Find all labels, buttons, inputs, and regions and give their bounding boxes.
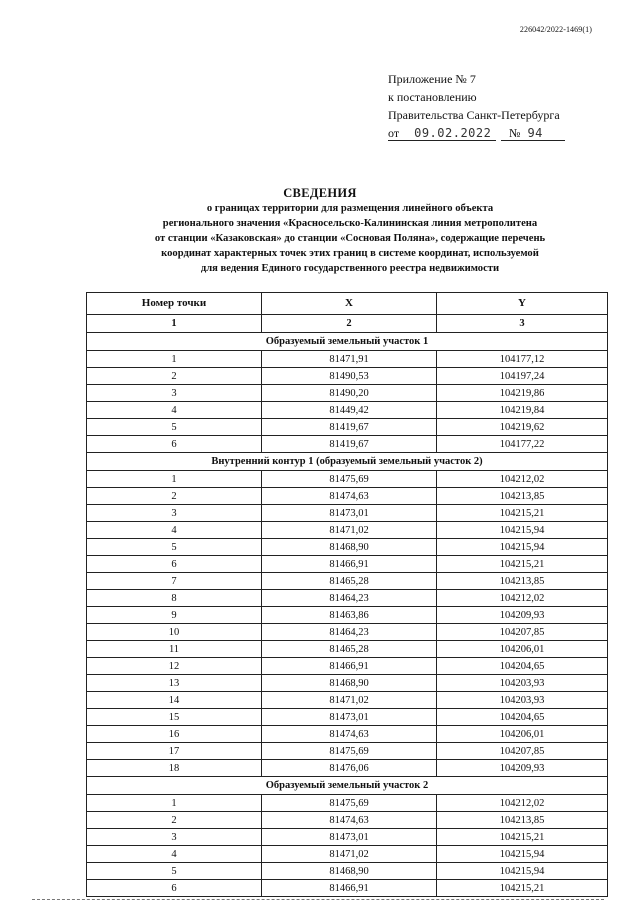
appendix-number: 94	[527, 126, 543, 140]
header-point-number: Номер точки	[87, 293, 262, 315]
table-row	[87, 590, 608, 607]
table-row	[87, 641, 608, 658]
cell-y: 104213,85	[437, 812, 608, 829]
cell-y: 104204,65	[437, 658, 608, 675]
cell-point-number: 3	[87, 505, 262, 522]
cell-x: 81449,42	[262, 402, 437, 419]
appendix-line-3: Правительства Санкт-Петербурга	[388, 108, 560, 122]
table-row	[87, 795, 608, 812]
cell-x: 81474,63	[262, 812, 437, 829]
cell-x: 81465,28	[262, 573, 437, 590]
cell-point-number: 3	[87, 829, 262, 846]
cell-point-number: 2	[87, 812, 262, 829]
cell-y: 104177,22	[437, 436, 608, 453]
cell-y: 104203,93	[437, 692, 608, 709]
section-title: Образуемый земельный участок 2	[87, 777, 608, 795]
cell-point-number: 13	[87, 675, 262, 692]
table-header-row	[87, 293, 608, 315]
cell-y: 104203,93	[437, 675, 608, 692]
table-row	[87, 436, 608, 453]
cell-y: 104212,02	[437, 795, 608, 812]
table-row	[87, 812, 608, 829]
cell-y: 104219,62	[437, 419, 608, 436]
cell-x: 81468,90	[262, 675, 437, 692]
cell-point-number: 4	[87, 402, 262, 419]
cell-x: 81490,20	[262, 385, 437, 402]
cell-point-number: 2	[87, 368, 262, 385]
table-row	[87, 556, 608, 573]
cell-x: 81474,63	[262, 488, 437, 505]
cell-y: 104215,94	[437, 846, 608, 863]
cell-y: 104177,12	[437, 351, 608, 368]
cell-point-number: 7	[87, 573, 262, 590]
cell-y: 104207,85	[437, 624, 608, 641]
cell-point-number: 5	[87, 539, 262, 556]
cell-y: 104197,24	[437, 368, 608, 385]
appendix-date: 09.02.2022	[414, 126, 492, 140]
cell-x: 81464,23	[262, 590, 437, 607]
cell-point-number: 2	[87, 488, 262, 505]
cell-point-number: 18	[87, 760, 262, 777]
cell-x: 81475,69	[262, 471, 437, 488]
table-row	[87, 880, 608, 897]
header-y: Y	[437, 293, 608, 315]
document-number: 226042/2022-1469(1)	[519, 25, 592, 34]
subtitle-line: регионального значения «Красносельско-Калининская линия метрополитена	[162, 218, 538, 229]
table-row	[87, 385, 608, 402]
cell-y: 104206,01	[437, 641, 608, 658]
table-row	[87, 607, 608, 624]
column-number: 3	[437, 315, 608, 333]
section-title: Образуемый земельный участок 1	[87, 333, 608, 351]
section-header-row	[87, 777, 608, 795]
table-row	[87, 658, 608, 675]
cell-x: 81468,90	[262, 863, 437, 880]
cell-point-number: 6	[87, 880, 262, 897]
cell-y: 104209,93	[437, 760, 608, 777]
cell-x: 81476,06	[262, 760, 437, 777]
cell-x: 81419,67	[262, 436, 437, 453]
cell-y: 104215,21	[437, 556, 608, 573]
table-row	[87, 402, 608, 419]
table-body	[87, 315, 608, 897]
table-row	[87, 692, 608, 709]
cell-x: 81475,69	[262, 795, 437, 812]
cell-x: 81475,69	[262, 743, 437, 760]
table-row	[87, 488, 608, 505]
table-row	[87, 573, 608, 590]
cell-point-number: 3	[87, 385, 262, 402]
cell-point-number: 14	[87, 692, 262, 709]
cell-y: 104212,02	[437, 471, 608, 488]
coordinates-table	[86, 292, 608, 897]
cell-x: 81466,91	[262, 658, 437, 675]
cell-x: 81473,01	[262, 829, 437, 846]
column-number: 1	[87, 315, 262, 333]
table-row	[87, 351, 608, 368]
cell-point-number: 5	[87, 419, 262, 436]
cell-point-number: 1	[87, 471, 262, 488]
cell-x: 81463,86	[262, 607, 437, 624]
cell-point-number: 17	[87, 743, 262, 760]
cell-y: 104219,86	[437, 385, 608, 402]
cell-x: 81471,02	[262, 522, 437, 539]
table-row	[87, 539, 608, 556]
table-row	[87, 419, 608, 436]
cell-point-number: 6	[87, 436, 262, 453]
section-title: Внутренний контур 1 (образуемый земельный участок 2)	[87, 453, 608, 471]
table-row	[87, 522, 608, 539]
cell-y: 104215,21	[437, 505, 608, 522]
number-prefix: №	[509, 126, 521, 140]
table-row	[87, 675, 608, 692]
cell-x: 81490,53	[262, 368, 437, 385]
cell-point-number: 10	[87, 624, 262, 641]
table-row	[87, 829, 608, 846]
cell-x: 81466,91	[262, 556, 437, 573]
cell-point-number: 12	[87, 658, 262, 675]
document-subtitle	[60, 201, 640, 276]
table-row	[87, 505, 608, 522]
column-number: 2	[262, 315, 437, 333]
appendix-line-2: к постановлению	[388, 90, 477, 104]
cell-y: 104215,94	[437, 863, 608, 880]
cell-x: 81464,23	[262, 624, 437, 641]
appendix-block	[388, 70, 588, 142]
cell-y: 104207,85	[437, 743, 608, 760]
header-x: X	[262, 293, 437, 315]
cell-y: 104213,85	[437, 488, 608, 505]
table-row	[87, 760, 608, 777]
subtitle-line: для ведения Единого государственного реестра недвижимости	[200, 263, 500, 274]
cell-point-number: 11	[87, 641, 262, 658]
appendix-line-1: Приложение № 7	[388, 72, 476, 86]
cell-y: 104212,02	[437, 590, 608, 607]
cell-y: 104215,94	[437, 522, 608, 539]
table-row	[87, 709, 608, 726]
document-title: СВЕДЕНИЯ	[283, 186, 357, 200]
cell-x: 81474,63	[262, 726, 437, 743]
cell-x: 81419,67	[262, 419, 437, 436]
subtitle-line: о границах территории для размещения линейного объекта	[206, 203, 494, 214]
table-row	[87, 863, 608, 880]
date-prefix: от	[388, 126, 400, 140]
table-row	[87, 726, 608, 743]
cell-y: 104215,21	[437, 829, 608, 846]
cell-y: 104219,84	[437, 402, 608, 419]
cell-y: 104204,65	[437, 709, 608, 726]
cell-point-number: 1	[87, 795, 262, 812]
table-row	[87, 624, 608, 641]
cell-y: 104215,21	[437, 880, 608, 897]
cell-point-number: 4	[87, 522, 262, 539]
cell-point-number: 1	[87, 351, 262, 368]
section-header-row	[87, 453, 608, 471]
cell-x: 81471,91	[262, 351, 437, 368]
cell-x: 81465,28	[262, 641, 437, 658]
cell-x: 81471,02	[262, 846, 437, 863]
subtitle-line: от станции «Казаковская» до станции «Сосновая Поляна», содержащие перечень	[154, 233, 546, 244]
cell-x: 81468,90	[262, 539, 437, 556]
cell-y: 104213,85	[437, 573, 608, 590]
cell-point-number: 4	[87, 846, 262, 863]
cell-x: 81466,91	[262, 880, 437, 897]
cell-x: 81471,02	[262, 692, 437, 709]
cell-y: 104206,01	[437, 726, 608, 743]
cell-point-number: 16	[87, 726, 262, 743]
section-header-row	[87, 333, 608, 351]
cell-x: 81473,01	[262, 505, 437, 522]
cell-point-number: 9	[87, 607, 262, 624]
cell-y: 104215,94	[437, 539, 608, 556]
cell-y: 104209,93	[437, 607, 608, 624]
table-row	[87, 743, 608, 760]
cell-point-number: 15	[87, 709, 262, 726]
appendix-date-line	[388, 124, 588, 142]
page-bottom-edge	[32, 899, 604, 901]
table-row	[87, 846, 608, 863]
cell-point-number: 5	[87, 863, 262, 880]
table-row	[87, 471, 608, 488]
column-number-row	[87, 315, 608, 333]
subtitle-line: координат характерных точек этих границ в системе координат, используемой	[161, 248, 539, 259]
cell-point-number: 8	[87, 590, 262, 607]
cell-x: 81473,01	[262, 709, 437, 726]
cell-point-number: 6	[87, 556, 262, 573]
table-row	[87, 368, 608, 385]
